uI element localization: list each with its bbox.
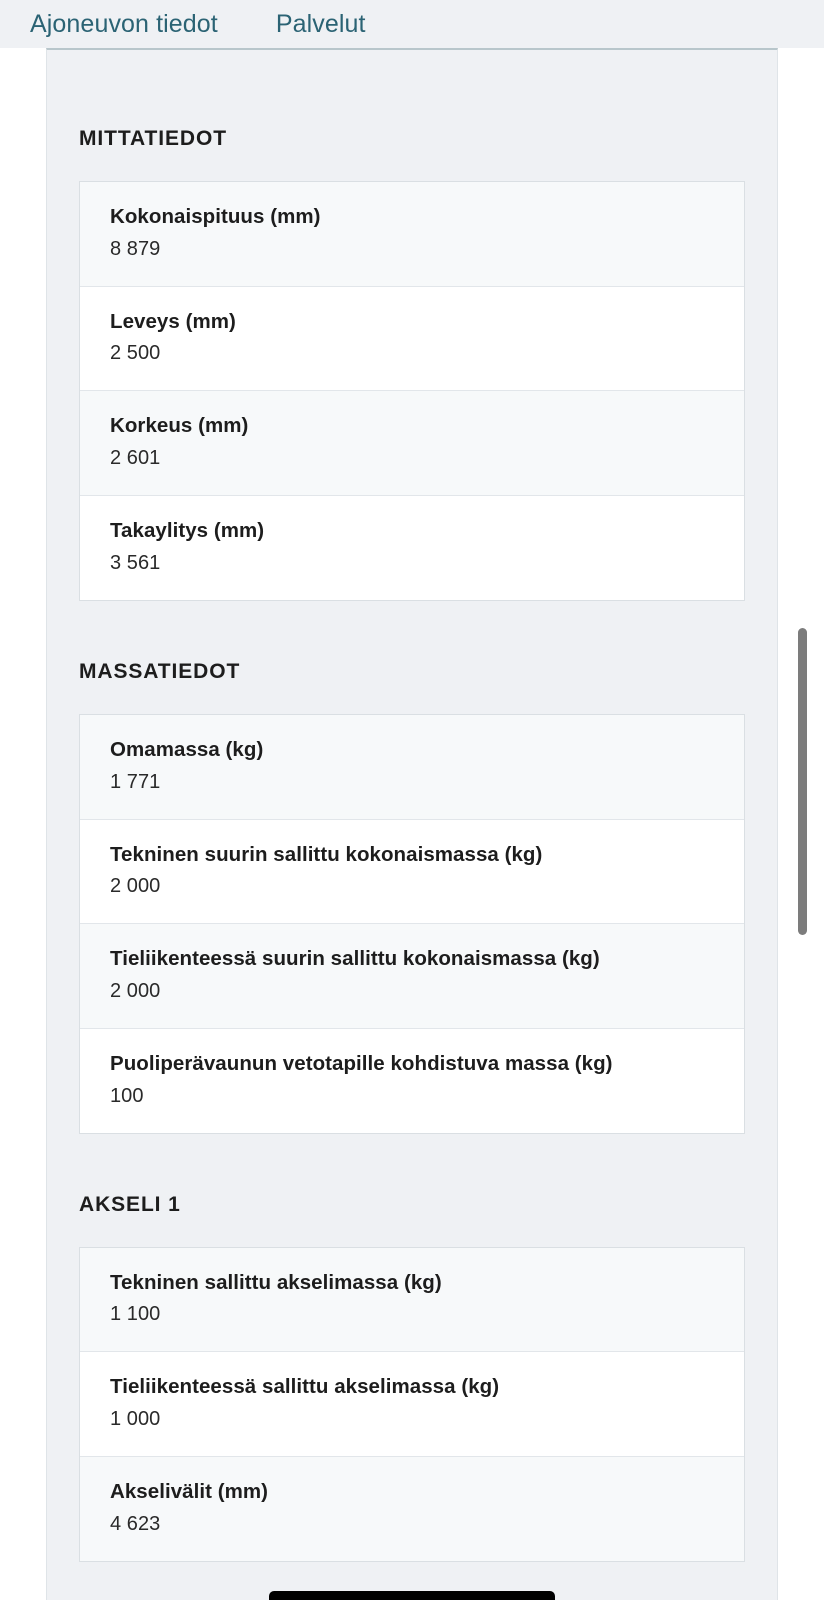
scrollbar-thumb[interactable] bbox=[798, 628, 807, 935]
content-panel-inner bbox=[47, 128, 777, 1562]
table-row bbox=[80, 820, 744, 925]
table-row bbox=[80, 182, 744, 287]
table-row bbox=[80, 496, 744, 600]
card-akseli-1 bbox=[79, 1247, 745, 1562]
scrollbar[interactable] bbox=[798, 48, 808, 1600]
table-row bbox=[80, 391, 744, 496]
row-value: 3 561 bbox=[110, 551, 161, 574]
table-row bbox=[80, 1352, 744, 1457]
row-value: 2 000 bbox=[110, 980, 161, 1003]
table-row bbox=[80, 1029, 744, 1133]
row-label: Puoliperävaunun vetotapille kohdistuva massa (kg) bbox=[110, 1052, 613, 1076]
row-value: 4 623 bbox=[110, 1512, 161, 1535]
row-label: Leveys (mm) bbox=[110, 309, 236, 333]
table-row bbox=[80, 287, 744, 392]
card-massatiedot bbox=[79, 714, 745, 1134]
row-value: 1 771 bbox=[110, 770, 161, 793]
table-row bbox=[80, 1457, 744, 1561]
row-value: 1 100 bbox=[110, 1303, 161, 1326]
tab-bar bbox=[0, 0, 824, 48]
row-label: Korkeus (mm) bbox=[110, 414, 249, 438]
tab-palvelut[interactable]: Palvelut bbox=[275, 9, 366, 38]
card-mittatiedot bbox=[79, 181, 745, 601]
content-panel bbox=[46, 48, 778, 1600]
row-label: Akselivälit (mm) bbox=[110, 1480, 269, 1504]
row-label: Tekninen suurin sallittu kokonaismassa (kg) bbox=[110, 842, 543, 866]
section-heading-massatiedot: MASSATIEDOT bbox=[79, 659, 241, 683]
section-heading-akseli-1: AKSELI 1 bbox=[79, 1192, 181, 1216]
row-value: 2 601 bbox=[110, 447, 161, 470]
row-label: Takaylitys (mm) bbox=[110, 519, 265, 543]
row-label: Tieliikenteessä suurin sallittu kokonaismassa (kg) bbox=[110, 947, 600, 971]
table-row bbox=[80, 924, 744, 1029]
table-row bbox=[80, 715, 744, 820]
section-heading-mittatiedot: MITTATIEDOT bbox=[79, 127, 227, 150]
row-value: 2 500 bbox=[110, 342, 161, 365]
row-value: 100 bbox=[110, 1084, 144, 1107]
home-indicator bbox=[269, 1591, 555, 1600]
row-label: Kokonaispituus (mm) bbox=[110, 205, 321, 228]
row-value: 1 000 bbox=[110, 1408, 161, 1431]
row-label: Omamassa (kg) bbox=[110, 737, 264, 761]
table-row bbox=[80, 1248, 744, 1353]
row-value: 8 879 bbox=[110, 237, 161, 260]
row-label: Tieliikenteessä sallittu akselimassa (kg) bbox=[110, 1375, 500, 1399]
row-value: 2 000 bbox=[110, 875, 161, 898]
tab-ajoneuvon-tiedot[interactable]: Ajoneuvon tiedot bbox=[30, 9, 218, 38]
row-label: Tekninen sallittu akselimassa (kg) bbox=[110, 1270, 442, 1294]
